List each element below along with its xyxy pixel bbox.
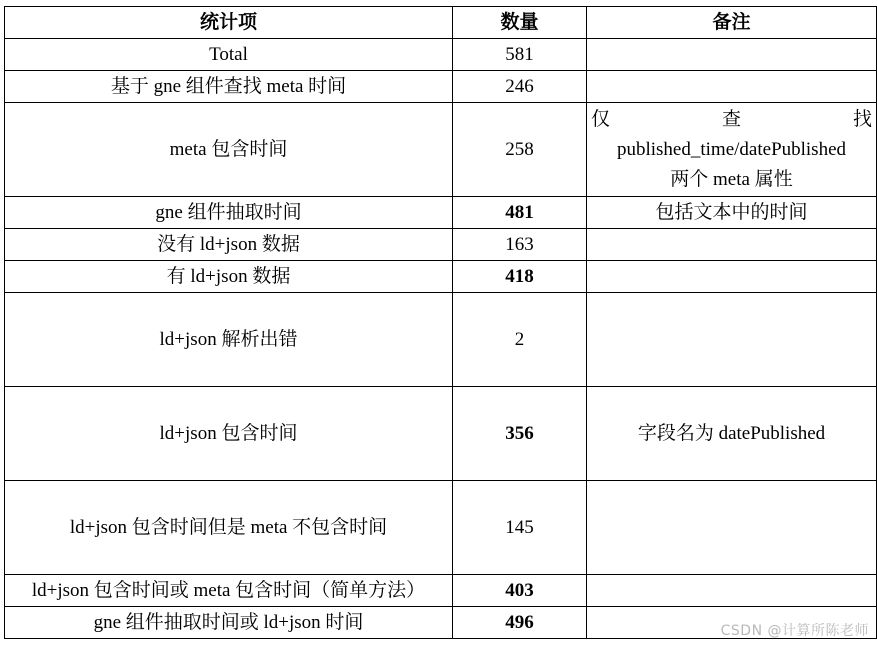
row-note [587,229,877,261]
statistics-table [4,6,877,639]
row-count: 418 [453,261,587,293]
table-row [5,71,877,103]
row-item: 没有 ld+json 数据 [5,229,453,261]
row-note [587,103,877,197]
row-count: 246 [453,71,587,103]
row-note [587,481,877,575]
note-line: 两个 meta 属性 [670,168,793,190]
table-row [5,39,877,71]
row-item: 基于 gne 组件查找 meta 时间 [5,71,453,103]
note-word: 仅 [591,108,611,130]
table-row [5,229,877,261]
row-count: 403 [453,575,587,607]
table-row [5,481,877,575]
row-item: ld+json 包含时间 [5,387,453,481]
row-item: ld+json 包含时间但是 meta 不包含时间 [5,481,453,575]
row-count: 481 [453,197,587,229]
row-note: 包括文本中的时间 [587,197,877,229]
table-row [5,387,877,481]
note-word: 找 [852,108,872,130]
watermark: CSDN @计算所陈老师 [720,623,869,639]
row-note [587,293,877,387]
row-count: 496 [453,607,587,639]
header-note: 备注 [587,7,877,39]
header-count: 数量 [453,7,587,39]
row-item: ld+json 包含时间或 meta 包含时间（简单方法） [5,575,453,607]
header-item: 统计项 [5,7,453,39]
row-note [587,575,877,607]
row-note: 字段名为 datePublished [587,387,877,481]
table-row [5,261,877,293]
row-note [587,39,877,71]
note-word: 查 [721,108,741,130]
row-item: Total [5,39,453,71]
table-row [5,103,877,197]
row-count: 258 [453,103,587,197]
note-line-justified [591,105,872,135]
row-note [587,71,877,103]
table-row [5,197,877,229]
row-count: 145 [453,481,587,575]
row-count: 2 [453,293,587,387]
row-count: 163 [453,229,587,261]
table-row [5,293,877,387]
note-line: published_time/datePublished [616,138,847,160]
row-count: 581 [453,39,587,71]
row-item: 有 ld+json 数据 [5,261,453,293]
row-item: ld+json 解析出错 [5,293,453,387]
row-item: meta 包含时间 [5,103,453,197]
row-note [587,261,877,293]
row-item: gne 组件抽取时间或 ld+json 时间 [5,607,453,639]
table-header-row [5,7,877,39]
table-row [5,575,877,607]
row-item: gne 组件抽取时间 [5,197,453,229]
row-count: 356 [453,387,587,481]
